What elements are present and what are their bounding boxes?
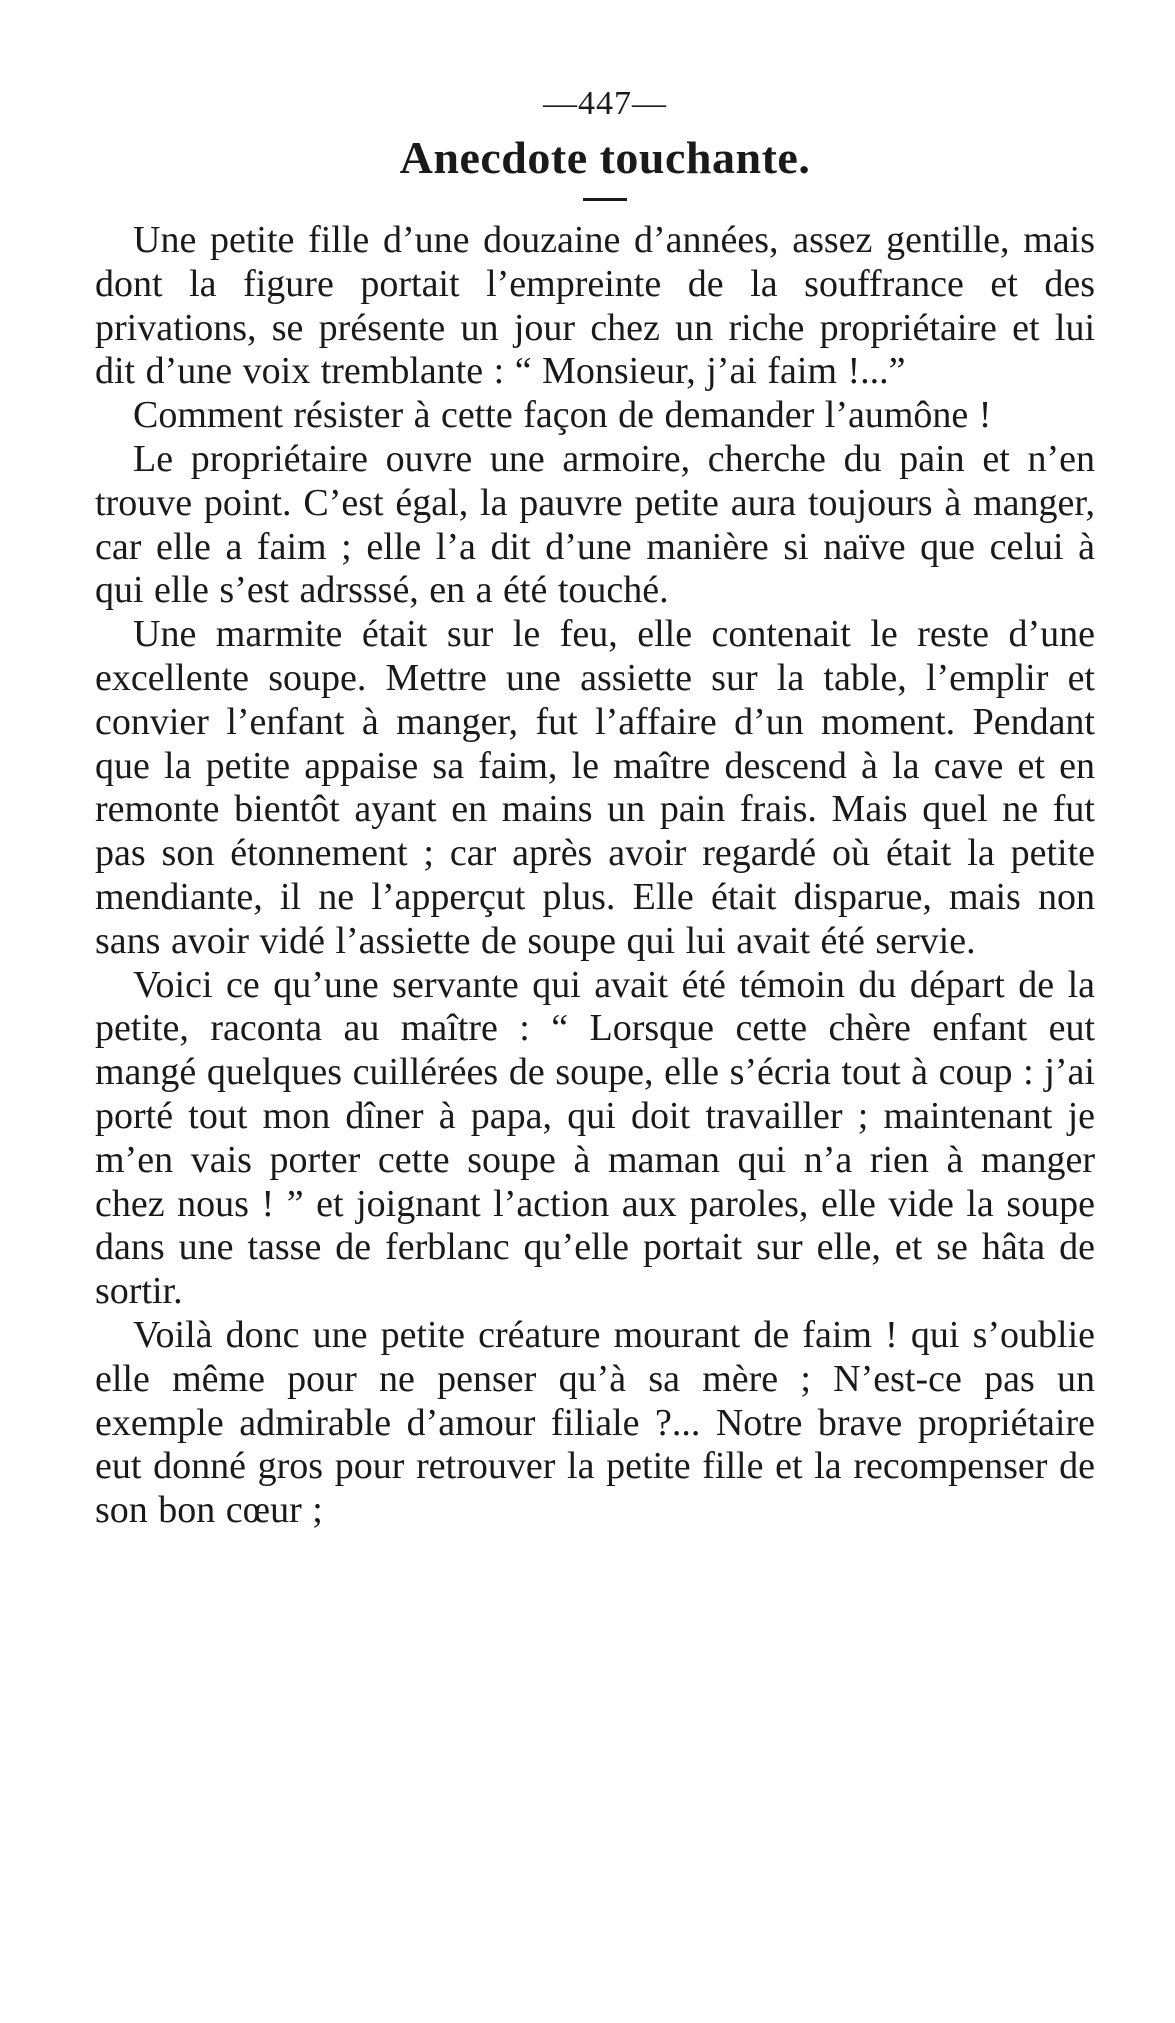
paragraph: Une marmite était sur le feu, elle contenait le reste d’une excellente soupe. Mettre une assiette sur la table, l’emplir et convier l’enfant à manger, fut l’affaire d’un moment. Pendant que la petite appaise sa faim, le maître descend à la cave et en remonte bientôt ayant en mains un pain frais. Mais quel ne fut pas son étonnement ; car après avoir regardé où était la petite mendiante, il ne l’apperçut plus. Elle était disparue, mais non sans avoir vidé l’assiette de soupe qui lui avait été servie. — [95, 613, 1095, 962]
book-page — [95, 85, 1095, 1533]
page-number: —447— — [543, 85, 667, 122]
title-divider — [583, 198, 627, 201]
page-title: Anecdote touchante. — [399, 132, 811, 183]
paragraph: Voilà donc une petite créature mourant de faim ! qui s’oublie elle même pour ne penser qu’à sa mère ; N’est-ce pas un exemple admirable d’amour filiale ?... Notre brave propriétaire eut donné gros pour retrouver la petite fille et la recompenser de son bon cœur ; — [95, 1313, 1095, 1532]
paragraph: Comment résister à cette façon de demander l’aumône ! — [133, 394, 992, 437]
paragraph: Une petite fille d’une douzaine d’années, assez gentille, mais dont la figure portait l’empreinte de la souffrance et des privations, se présente un jour chez un riche propriétaire et lui dit d’une voix tremblante : “ Monsieur, j’ai faim !...” — [95, 219, 1095, 393]
paragraph: Voici ce qu’une servante qui avait été témoin du départ de la petite, raconta au maître : “ Lorsque cette chère enfant eut mangé quelques cuillérées de soupe, elle s’écria tout à coup : j’ai porté tout mon dîner à papa, qui doit travailler ; maintenant je m’en vais porter cette soupe à maman qui n’a rien à manger chez nous ! ” et joignant l’action aux paroles, elle vide la soupe dans une tasse de ferblanc qu’elle portait sur elle, et se hâta de sortir. — [95, 963, 1095, 1313]
article-body — [95, 219, 1095, 1533]
paragraph: Le propriétaire ouvre une armoire, cherche du pain et n’en trouve point. C’est égal, la pauvre petite aura toujours à manger, car elle a faim ; elle l’a dit d’une manière si naïve que celui à qui elle s’est adrsssé, en a été touché. — [95, 437, 1095, 612]
